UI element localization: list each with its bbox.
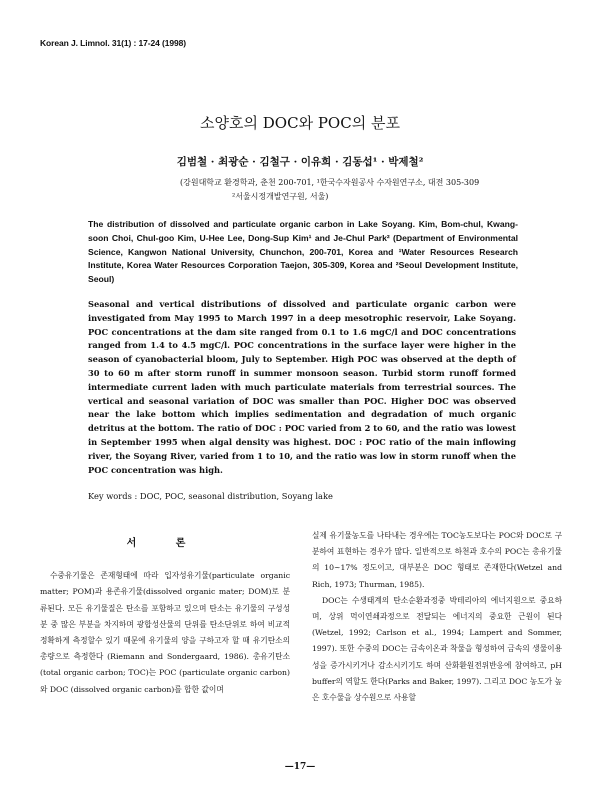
affiliations xyxy=(180,176,500,204)
abstract-text: Seasonal and vertical distributions of dissolved and particulate organic carbon were investigated from May 1995 to March 1997 in a deep mesotrophic reservoir, Lake Soyang. POC concentrations at the dam site ranged from 0.1 to 1.6 mgC/l and DOC concentrations ranged from 1.4 to 4.5 mgC/l. POC concentrations in the surface layer were higher in the season of cyanobacterial bloom, July to September. High POC was observed at the depth of 30 to 60 m after storm runoff in summer monsoon season. Turbid storm runoff formed intermediate current laden with much particulate materials from terrestrial sources. The vertical and seasonal variation of DOC was smaller than POC. Higher DOC was observed near the lake bottom which implies sedimentation and degradation of much organic detritus at the bottom. The ratio of DOC : POC varied from 2 to 60, and the ratio was lowest in September 1995 when algal density was highest. DOC : POC ratio of the main inflowing river, the Soyang River, varied from 1 to 10, and the ratio was low in storm runoff when the POC concentration was high. xyxy=(88,299,516,475)
left-column xyxy=(40,528,290,698)
intro-paragraph-2: DOC는 수생태계의 탄소순환과정중 박테리아의 에너지원으로 중요하며, 상위 먹이연쇄과정으로 전달되는 에너지의 중요한 근원이 된다(Wetzel, 1992; Carlson et al., 1994; Lampert and Sommer, 1997). 또한 수중의 DOC는 금속이온과 착물을 형성하여 금속의 생물이용성을 증가시키거나 감소시키기도 하며 산화환원전위반응에 참여하고, pH buffer의 역할도 한다(Parks and Baker, 1997). 그리고 DOC 농도가 높은 호수물을 상수원으로 사용할 xyxy=(312,595,562,703)
intro-paragraph-1: 수중유기물은 존재형태에 따라 입자성유기물(particulate organic matter; POM)과 용존유기물(dissolved organic mater; DOM)로 분류된다. 모든 유기물질은 탄소를 포함하고 있으며 탄소는 유기물의 구성성분 중 많은 부분을 차지하며 광합성산물의 단위를 탄소단위로 하여 비교적 정확하게 측정할수 있기 때문에 유기물의 양을 구하고자 할 때 유기탄소의 총량으로 측정한다 (Riemann and Sondergaard, 1986). 총유기탄소(total organic carbon; TOC)는 POC (particulate organic carbon)와 DOC (dissolved organic carbon)를 합한 값이며 xyxy=(40,571,290,694)
paper-title: 소양호의 DOC와 POC의 분포 xyxy=(200,114,400,132)
author-list: 김범철 · 최광순 · 김철구 · 이유희 · 김동섭¹ · 박제철² xyxy=(176,156,424,168)
journal-citation: Korean J. Limnol. 31(1) : 17-24 (1998) xyxy=(40,38,186,48)
section-heading: 서 론 xyxy=(126,538,204,549)
right-column xyxy=(312,528,562,706)
page-number: —17— xyxy=(284,762,316,772)
affiliation-line-1: (강원대학교 환경학과, 춘천 200-701, ¹한국수자원공사 수자원연구소, 대전 305-309 xyxy=(180,178,480,187)
keywords: Key words : DOC, POC, seasonal distribution, Soyang lake xyxy=(88,491,333,501)
english-abstract-header: The distribution of dissolved and particulate organic carbon in Lake Soyang. Kim, Bom-chul, Kwang-soon Choi, Chul-goo Kim, U-Hee Lee, Dong-Sup Kim¹ and Je-Chul Park² (Department of Environmental Science, Kangwon National University, Chunchon, 200-701, Korea and ¹Water Resources Research Institute, Korea Water Resources Corporation Taejon, 305-309, Korea and ²Seoul Development Institute, Seoul) xyxy=(88,219,518,285)
intro-paragraph-continued: 실제 유기물농도를 나타내는 경우에는 TOC농도보다는 POC와 DOC로 구분하여 표현하는 경우가 많다. 일반적으로 하천과 호수의 POC는 총유기물의 10~17% 정도이고, 대부분은 DOC 형태로 존재한다(Wetzel and Rich, 1973; Thurman, 1985). xyxy=(312,531,562,589)
affiliation-line-2: ²서울시정개발연구원, 서울) xyxy=(232,192,329,201)
